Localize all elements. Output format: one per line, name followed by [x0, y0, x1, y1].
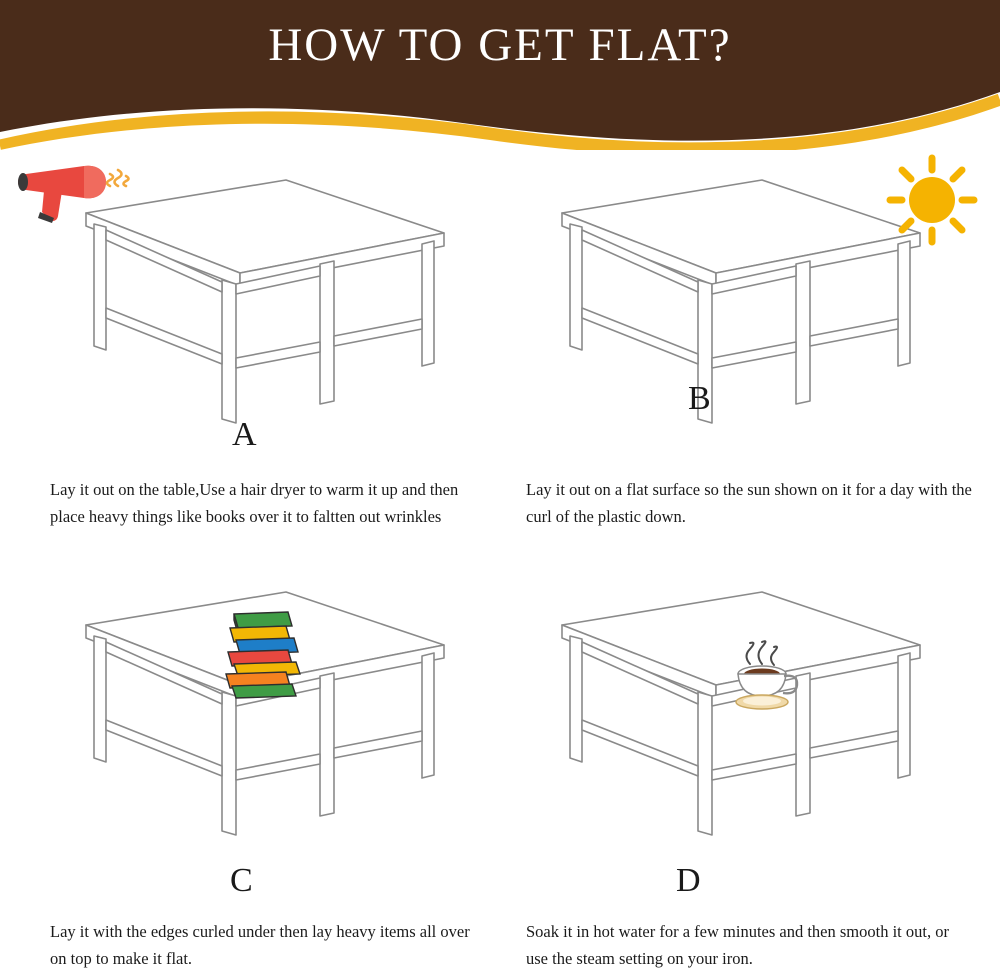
panel-grid: [0, 150, 1000, 974]
header-banner: [0, 0, 1000, 150]
hot-coffee-cup-icon: [712, 640, 808, 720]
sun-icon: [880, 152, 984, 248]
panel-b-caption: Lay it out on a flat surface so the sun shown on it for a day with the curl of the plastic down.: [526, 480, 972, 527]
panel-d-caption: Soak it in hot water for a few minutes and then smooth it out, or use the steam setting on your iron.: [526, 922, 949, 969]
stack-of-books-icon: [216, 608, 312, 700]
panel-a-caption: Lay it out on the table,Use a hair dryer to warm it up and then place heavy things like books over it to faltten out wrinkles: [50, 480, 459, 527]
panel-a-letter: A: [232, 416, 257, 453]
hair-dryer-icon: [14, 160, 134, 226]
panel-c-letter: C: [230, 862, 253, 899]
panel-c-caption: Lay it with the edges curled under then lay heavy items all over on top to make it flat.: [50, 922, 470, 969]
panel-d-letter: D: [676, 862, 701, 899]
page-title: HOW TO GET FLAT?: [268, 19, 732, 71]
panel-b-letter: B: [688, 380, 711, 417]
panel-d: [500, 570, 976, 970]
table-illustration-d: [500, 570, 976, 880]
